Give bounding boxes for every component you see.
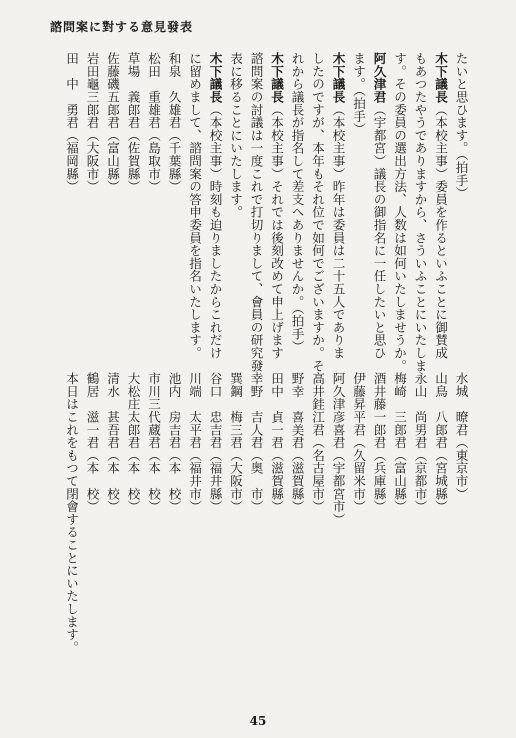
text-column <box>413 52 426 372</box>
column-text: たいと思ひます。（拍手） <box>453 52 469 200</box>
speaker-role: （本校主事） <box>433 103 449 181</box>
text-column <box>290 372 303 513</box>
column-text: 山鳥 八郎君（宮城縣） <box>433 372 449 513</box>
text-column <box>290 52 303 353</box>
text-column <box>167 372 180 513</box>
column-text: 議長の御指名に一任したいと思ひ <box>371 167 387 360</box>
column-text: 草場 義郎君（佐賀縣） <box>125 52 141 193</box>
text-column <box>311 372 324 513</box>
speaker-name: 木下議長 <box>207 52 223 104</box>
text-column <box>434 372 447 513</box>
column-text: ます。（拍手） <box>351 52 367 136</box>
column-text: 大松庄太郎君（本 校） <box>125 372 141 513</box>
column-text: 田中 貞一君（滋賀縣） <box>269 372 285 513</box>
column-text: 巽鋼 梅三君（大阪市） <box>228 372 244 513</box>
column-text: に留めまして、諮問案の答申委員を指名いたします。 <box>187 52 203 360</box>
text-column <box>372 52 385 359</box>
column-text: 幸野 吉人君（奥 市） <box>248 372 264 513</box>
speaker-name: 阿久津君 <box>371 52 387 104</box>
column-text: 岩田龜三郎君（大阪市） <box>84 52 100 193</box>
column-text: 梅崎 三郎君（富山縣） <box>392 372 408 513</box>
speaker-role: （本校主事） <box>269 103 285 181</box>
column-text: れから議長が指名して差支へありませんか。（拍手） <box>289 52 305 353</box>
speaker-role: （宇都宮） <box>371 103 387 168</box>
text-column <box>454 52 467 199</box>
column-text: 谷口 忠吉君（福井縣） <box>207 372 223 513</box>
column-text: 阿久津彦喜君（宇都宮市） <box>330 372 346 526</box>
text-column <box>229 52 242 218</box>
column-text: 高井銈江君（名古屋市） <box>310 372 326 513</box>
column-text: 清水 甚吾君（本 校） <box>105 372 121 513</box>
text-column <box>85 52 98 193</box>
text-column <box>208 52 221 359</box>
text-column <box>454 372 467 500</box>
column-text: 田 中 勇君（福岡縣） <box>64 52 80 193</box>
speaker-role: （本校主事） <box>330 103 346 181</box>
text-column <box>167 52 180 193</box>
text-column <box>147 52 160 193</box>
speaker-role: （本校主事） <box>207 103 223 181</box>
text-column <box>126 52 139 193</box>
text-column <box>331 52 344 359</box>
text-column <box>270 372 283 513</box>
text-column <box>65 52 78 193</box>
text-column <box>106 372 119 513</box>
text-column <box>65 372 78 654</box>
column-text: 本日はこれをもつて閉會することにいたします。 <box>64 372 80 654</box>
text-column <box>85 372 98 513</box>
column-text: 伊藤昇平君（久留米市） <box>351 372 367 513</box>
column-text: 佐藤磯五郎君（富山縣） <box>105 52 121 193</box>
text-column <box>208 372 221 513</box>
text-column <box>372 372 385 513</box>
column-text: 酒井藤一郎君（兵庫縣） <box>371 372 387 513</box>
column-text: 表に移ることにいたします。 <box>228 52 244 219</box>
text-column <box>331 372 344 526</box>
running-header: 諮問案に對する意見發表 <box>50 20 194 34</box>
column-text: 諮問案の討議は一度これで打切りまして、會員の研究發 <box>248 52 264 372</box>
text-column <box>393 372 406 513</box>
text-column <box>106 52 119 193</box>
page-number: 45 <box>249 714 267 728</box>
text-column <box>249 52 262 372</box>
column-text: 永山 尚男君（京都市） <box>412 372 428 513</box>
column-text: したのですが、本年もそれ位で如何でございますか。そ <box>310 52 326 372</box>
text-column <box>270 52 283 359</box>
text-column <box>188 372 201 513</box>
column-text: 鶴居 滋一君（本 校） <box>84 372 100 513</box>
column-text: 市川三代蔵君（本 校） <box>146 372 162 513</box>
column-text: 池内 房吉君（本 校） <box>166 372 182 513</box>
text-column <box>434 52 447 359</box>
column-text: 川端 太平君（福井市） <box>187 372 203 513</box>
column-text: それでは後刻改めて申上げます <box>269 180 285 360</box>
column-text: す。その委員の選出方法、人数は如何いたしませうか。 <box>392 52 408 372</box>
text-column <box>311 52 324 372</box>
text-column <box>249 372 262 513</box>
column-text: 昨年は委員は二十五人でありま <box>330 180 346 360</box>
column-text: もあつたやうでありますから、さういふことにいたしま <box>412 52 428 372</box>
column-text: 野幸 喜美君（滋賀縣） <box>289 372 305 513</box>
text-column <box>413 372 426 513</box>
column-text: 委員を作るといふことに御賛成 <box>433 180 449 360</box>
speaker-name: 木下議長 <box>330 52 346 104</box>
text-column <box>229 372 242 513</box>
text-column <box>126 372 139 513</box>
column-text: 水城 暸君（東京市） <box>453 372 469 500</box>
text-column <box>393 52 406 372</box>
text-column <box>352 372 365 513</box>
column-text: 松田 重雄君（島取市） <box>146 52 162 193</box>
speaker-name: 木下議長 <box>433 52 449 104</box>
text-column <box>188 52 201 359</box>
column-text: 和泉 久雄君（千葉縣） <box>166 52 182 193</box>
speaker-name: 木下議長 <box>269 52 285 104</box>
text-column <box>352 52 365 135</box>
text-column <box>147 372 160 513</box>
column-text: 時刻も迫りましたからこれだけ <box>207 180 223 360</box>
